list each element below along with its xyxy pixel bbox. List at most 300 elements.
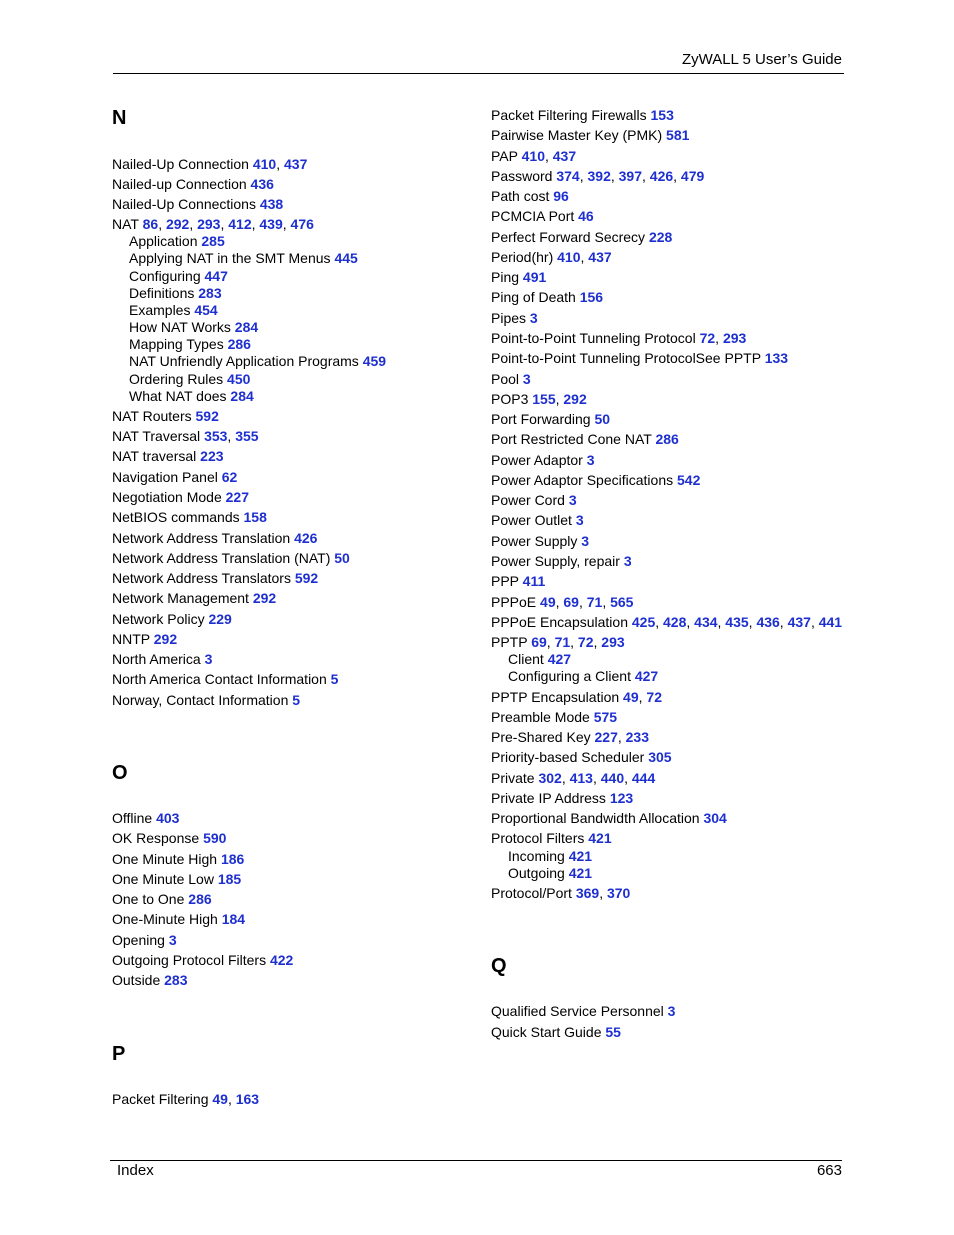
page-separator: , (686, 614, 695, 630)
page-link[interactable]: 227 (225, 489, 249, 505)
page-link[interactable]: 62 (221, 469, 238, 485)
index-subentry (129, 268, 228, 285)
page-link[interactable]: 565 (610, 594, 634, 610)
index-term: Port Forwarding (491, 411, 591, 427)
page-separator: , (579, 168, 588, 184)
page-separator: , (779, 614, 788, 630)
index-term: Mapping Types (129, 336, 224, 352)
page-link[interactable]: 305 (648, 749, 672, 765)
page-link[interactable]: 163 (235, 1091, 260, 1107)
footer-page-number: 663 (816, 1162, 842, 1179)
index-term: Incoming (508, 848, 565, 864)
page-link[interactable]: 292 (252, 590, 277, 606)
page-link[interactable]: 353 (204, 428, 228, 444)
index-entry (112, 851, 244, 868)
index-entry (112, 692, 300, 709)
page-link[interactable]: 441 (818, 614, 843, 630)
index-entry (491, 350, 788, 367)
page-link[interactable]: 5 (292, 692, 301, 708)
index-term: Power Adaptor (491, 452, 583, 468)
page-link[interactable]: 133 (764, 350, 789, 366)
index-term: Nailed-up Connection (112, 176, 247, 192)
page-link[interactable]: 186 (220, 851, 245, 867)
page-link[interactable]: 410 (521, 148, 545, 164)
index-entry (112, 428, 259, 445)
page-link[interactable]: 421 (568, 848, 593, 864)
index-term: NAT (112, 216, 139, 232)
index-term: Opening (112, 932, 165, 948)
index-entry (491, 492, 577, 509)
page-link[interactable]: 223 (200, 448, 224, 464)
page-separator: , (546, 634, 555, 650)
page-separator: , (578, 594, 587, 610)
page-link[interactable]: 425 (631, 614, 656, 630)
index-entry (491, 810, 727, 827)
index-subentry (508, 668, 658, 685)
page-separator: , (227, 428, 236, 444)
index-term: PPP (491, 573, 519, 589)
index-subentry (129, 319, 258, 336)
index-term: PPTP (491, 634, 528, 650)
page-separator: , (592, 770, 601, 786)
page-link[interactable]: 71 (586, 594, 603, 610)
index-entry (491, 689, 662, 706)
page-link[interactable]: 5 (330, 671, 339, 687)
index-entry (112, 530, 317, 547)
index-term: Pipes (491, 310, 527, 326)
index-term: Protocol Filters (491, 830, 585, 846)
page-link[interactable]: 72 (577, 634, 594, 650)
index-term: Perfect Forward Secrecy (491, 229, 646, 245)
page-separator: , (610, 168, 619, 184)
index-entry (491, 188, 569, 205)
page-link[interactable]: 293 (601, 634, 625, 650)
index-term: Packet Filtering (112, 1091, 209, 1107)
page-link[interactable]: 72 (699, 330, 716, 346)
page-link[interactable]: 302 (538, 770, 562, 786)
page-link[interactable]: 50 (334, 550, 350, 566)
page-link[interactable]: 69 (563, 594, 579, 610)
index-term: Period(hr) (491, 249, 554, 265)
index-subentry (508, 865, 592, 882)
page-link[interactable]: 435 (725, 614, 749, 630)
index-term: Ordering Rules (129, 371, 224, 387)
index-subentry (129, 371, 250, 388)
page-link[interactable]: 581 (666, 127, 690, 143)
page-separator: , (655, 614, 664, 630)
page-link[interactable]: 392 (587, 168, 611, 184)
index-entry (112, 570, 318, 587)
index-term: PPPoE Encapsulation (491, 614, 628, 630)
index-term: Outgoing Protocol Filters (112, 952, 267, 968)
page-link[interactable]: 283 (164, 972, 188, 988)
page-link[interactable]: 158 (243, 509, 267, 525)
index-term: Application (129, 233, 198, 249)
index-entry (491, 107, 674, 124)
index-entry (112, 176, 274, 193)
index-subentry (129, 233, 225, 250)
index-entry (491, 830, 612, 847)
page-separator: , (624, 770, 632, 786)
page-link[interactable]: 436 (250, 176, 274, 192)
index-subentry (508, 848, 592, 865)
page-link[interactable]: 590 (203, 830, 227, 846)
page-separator: , (251, 216, 260, 232)
page-link[interactable]: 434 (694, 614, 718, 630)
index-term: Network Address Translators (112, 570, 291, 586)
index-term: Point-to-Point Tunneling Protocol (491, 330, 696, 346)
page-link[interactable]: 426 (294, 530, 318, 546)
page-link[interactable]: 72 (646, 689, 662, 705)
page-link[interactable]: 3 (575, 512, 584, 528)
page-link[interactable]: 86 (142, 216, 159, 232)
page-link[interactable]: 421 (588, 830, 612, 846)
index-entry (112, 932, 177, 949)
page-link[interactable]: 3 (581, 533, 590, 549)
index-subentry (129, 285, 222, 302)
page-separator: , (189, 216, 198, 232)
index-term: OK Response (112, 830, 200, 846)
page-link[interactable]: 228 (648, 229, 673, 245)
index-entry (491, 729, 649, 746)
index-term: Pairwise Master Key (PMK) (491, 127, 663, 143)
index-entry (491, 594, 633, 611)
index-term: NAT Unfriendly Application Programs (129, 353, 359, 369)
index-subentry (129, 250, 358, 267)
page-separator: , (593, 634, 602, 650)
index-term: Ping of Death (491, 289, 576, 305)
page-link[interactable]: 421 (568, 865, 593, 881)
index-entry (491, 411, 610, 428)
index-entry (112, 871, 241, 888)
index-term: Negotiation Mode (112, 489, 222, 505)
index-term: Configuring a Client (508, 668, 631, 684)
page-link[interactable]: 3 (168, 932, 177, 948)
page-link[interactable]: 286 (227, 336, 251, 352)
index-entry (112, 489, 249, 506)
index-entry (112, 972, 188, 989)
index-term: Nailed-Up Connections (112, 196, 256, 212)
index-entry (491, 371, 531, 388)
index-entry (491, 709, 617, 726)
page-separator: , (810, 614, 819, 630)
page-link[interactable]: 3 (522, 371, 531, 387)
index-term: Outgoing (508, 865, 565, 881)
page-link[interactable]: 285 (201, 233, 225, 249)
page-link[interactable]: 293 (722, 330, 747, 346)
page-link[interactable]: 292 (153, 631, 178, 647)
index-entry (112, 469, 237, 486)
page-link[interactable]: 491 (522, 269, 547, 285)
index-term: One-Minute High (112, 911, 218, 927)
index-term: Network Management (112, 590, 249, 606)
index-entry (112, 509, 267, 526)
page-separator: , (555, 391, 564, 407)
index-term: Definitions (129, 285, 195, 301)
page-link[interactable]: 436 (756, 614, 780, 630)
index-term: Ping (491, 269, 520, 285)
page-separator: , (282, 216, 291, 232)
index-term: Power Adaptor Specifications (491, 472, 674, 488)
page-link[interactable]: 3 (667, 1003, 676, 1019)
page-link[interactable]: 427 (547, 651, 572, 667)
page-separator: , (638, 689, 647, 705)
index-term: How NAT Works (129, 319, 231, 335)
page-separator: , (276, 156, 284, 172)
index-entry (112, 671, 338, 688)
page-link[interactable]: 437 (787, 614, 811, 630)
page-link[interactable]: 3 (204, 651, 213, 667)
index-letter-heading: P (112, 1043, 126, 1065)
index-term: Private (491, 770, 535, 786)
page-link[interactable]: 410 (252, 156, 277, 172)
index-entry (491, 310, 538, 327)
page-link[interactable]: 233 (625, 729, 649, 745)
index-entry (491, 614, 842, 631)
index-term: One Minute Low (112, 871, 214, 887)
page-link[interactable]: 355 (235, 428, 259, 444)
page-separator: , (561, 770, 570, 786)
index-term: Client (508, 651, 544, 667)
index-entry (112, 611, 232, 628)
index-term: Path cost (491, 188, 550, 204)
page-separator: , (220, 216, 229, 232)
page-link[interactable]: 450 (227, 371, 251, 387)
index-term: Preamble Mode (491, 709, 590, 725)
page-separator: , (715, 330, 723, 346)
page-link[interactable]: 3 (568, 492, 577, 508)
index-entry (112, 590, 276, 607)
index-term: One Minute High (112, 851, 218, 867)
index-term: Nailed-Up Connection (112, 156, 249, 172)
index-term: Private IP Address (491, 790, 606, 806)
page-link[interactable]: 410 (557, 249, 581, 265)
index-entry (491, 790, 633, 807)
footer-rule (110, 1160, 842, 1161)
index-term: PAP (491, 148, 518, 164)
index-term: Network Policy (112, 611, 205, 627)
page-link[interactable]: 444 (631, 770, 656, 786)
index-term: Power Outlet (491, 512, 572, 528)
index-entry (491, 512, 584, 529)
page-link[interactable]: 55 (605, 1024, 621, 1040)
page-link[interactable]: 286 (188, 891, 212, 907)
index-term: PPTP Encapsulation (491, 689, 620, 705)
index-term: NAT Routers (112, 408, 192, 424)
index-term: Point-to-Point Tunneling ProtocolSee PPTP (491, 350, 761, 366)
page-link[interactable]: 49 (623, 689, 639, 705)
page-link[interactable]: 286 (655, 431, 679, 447)
index-term: Configuring (129, 268, 201, 284)
index-subentry (508, 651, 571, 668)
page-link[interactable]: 153 (650, 107, 674, 123)
page-link[interactable]: 459 (362, 353, 387, 369)
page-link[interactable]: 412 (228, 216, 252, 232)
page-link[interactable]: 284 (234, 319, 259, 335)
page-link[interactable]: 479 (680, 168, 705, 184)
page-separator: , (570, 634, 578, 650)
page-link[interactable]: 438 (259, 196, 284, 212)
index-entry (491, 749, 672, 766)
index-letter-heading: N (112, 107, 127, 129)
page-link[interactable]: 50 (594, 411, 611, 427)
page-link[interactable]: 447 (204, 268, 228, 284)
page-link[interactable]: 369 (575, 885, 600, 901)
page-separator: , (580, 249, 589, 265)
page-separator: , (158, 216, 166, 232)
index-entry (491, 770, 655, 787)
index-entry (491, 229, 672, 246)
page-link[interactable]: 428 (663, 614, 687, 630)
index-term: PPPoE (491, 594, 537, 610)
index-entry (491, 208, 594, 225)
page-link[interactable]: 592 (294, 570, 319, 586)
index-entry (112, 550, 350, 567)
page-separator: , (227, 1091, 236, 1107)
index-term: Protocol/Port (491, 885, 572, 901)
index-entry (112, 911, 245, 928)
page-link[interactable]: 227 (594, 729, 618, 745)
index-entry (112, 448, 224, 465)
page-link[interactable]: 293 (197, 216, 221, 232)
index-term: Qualified Service Personnel (491, 1003, 664, 1019)
index-term: Outside (112, 972, 161, 988)
index-term: Priority-based Scheduler (491, 749, 645, 765)
index-term: NNTP (112, 631, 150, 647)
index-entry (491, 148, 576, 165)
page-link[interactable]: 374 (556, 168, 580, 184)
page-link[interactable]: 292 (165, 216, 190, 232)
index-entry (491, 1024, 621, 1041)
page-link[interactable]: 411 (522, 573, 546, 589)
index-entry (491, 249, 612, 266)
page-link[interactable]: 49 (212, 1091, 228, 1107)
page-link[interactable]: 292 (563, 391, 587, 407)
page-separator: , (717, 614, 726, 630)
index-entry (112, 216, 314, 233)
index-entry (491, 1003, 675, 1020)
index-term: North America (112, 651, 201, 667)
page-link[interactable]: 542 (677, 472, 701, 488)
index-term: Pool (491, 371, 520, 387)
page-link[interactable]: 397 (618, 168, 642, 184)
index-entry (491, 885, 630, 902)
index-entry (491, 391, 587, 408)
page-link[interactable]: 304 (703, 810, 727, 826)
page-link[interactable]: 46 (578, 208, 594, 224)
index-term: NetBIOS commands (112, 509, 240, 525)
page-link[interactable]: 439 (259, 216, 283, 232)
page-separator: , (599, 885, 607, 901)
page-separator: , (602, 594, 611, 610)
index-entry (112, 631, 177, 648)
page-link[interactable]: 403 (156, 810, 180, 826)
page-link[interactable]: 440 (600, 770, 625, 786)
index-letter-heading: O (112, 762, 128, 784)
page-link[interactable]: 155 (532, 391, 556, 407)
index-term: Packet Filtering Firewalls (491, 107, 647, 123)
index-entry (112, 830, 226, 847)
page-link[interactable]: 71 (554, 634, 571, 650)
index-term: Pre-Shared Key (491, 729, 591, 745)
index-subentry (129, 388, 254, 405)
index-entry (491, 269, 546, 286)
index-term: Power Supply (491, 533, 578, 549)
page-link[interactable]: 445 (334, 250, 358, 266)
page-link[interactable]: 413 (569, 770, 593, 786)
index-term: Examples (129, 302, 191, 318)
page-link[interactable]: 437 (284, 156, 308, 172)
index-term: What NAT does (129, 388, 227, 404)
page-separator: , (673, 168, 681, 184)
page-link[interactable]: 437 (588, 249, 612, 265)
index-entry (491, 168, 704, 185)
index-letter-heading: Q (491, 955, 507, 977)
index-term: Network Address Translation (112, 530, 291, 546)
index-term: Proportional Bandwidth Allocation (491, 810, 700, 826)
index-term: NAT Traversal (112, 428, 201, 444)
index-term: Norway, Contact Information (112, 692, 289, 708)
page-link[interactable]: 3 (586, 452, 595, 468)
index-term: NAT traversal (112, 448, 197, 464)
index-entry (112, 1091, 259, 1108)
page-link[interactable]: 283 (198, 285, 222, 301)
page-link[interactable]: 49 (540, 594, 556, 610)
index-term: Power Cord (491, 492, 565, 508)
page-link[interactable]: 229 (208, 611, 232, 627)
page-separator: , (617, 729, 626, 745)
index-term: North America Contact Information (112, 671, 327, 687)
index-entry (491, 533, 589, 550)
index-term: One to One (112, 891, 185, 907)
page-link[interactable]: 184 (221, 911, 246, 927)
page-link[interactable]: 437 (552, 148, 577, 164)
page-link[interactable]: 69 (531, 634, 547, 650)
page-link[interactable]: 575 (593, 709, 618, 725)
index-entry (112, 891, 212, 908)
index-term: POP3 (491, 391, 529, 407)
page-separator: , (642, 168, 650, 184)
index-term: Quick Start Guide (491, 1024, 602, 1040)
page-link[interactable]: 3 (529, 310, 538, 326)
index-entry (491, 472, 700, 489)
index-subentry (129, 302, 218, 319)
index-subentry (129, 353, 386, 370)
page-link[interactable]: 592 (195, 408, 219, 424)
header-rule (113, 73, 844, 74)
page-separator: , (555, 594, 564, 610)
page-link[interactable]: 284 (230, 388, 254, 404)
page-link[interactable]: 96 (553, 188, 569, 204)
index-term: Applying NAT in the SMT Menus (129, 250, 331, 266)
index-term: Port Restricted Cone NAT (491, 431, 652, 447)
page-link[interactable]: 123 (609, 790, 634, 806)
index-entry (491, 452, 595, 469)
page-link[interactable]: 476 (290, 216, 314, 232)
page-link[interactable]: 454 (194, 302, 218, 318)
index-entry (112, 196, 283, 213)
page-link[interactable]: 156 (579, 289, 604, 305)
index-entry (112, 810, 179, 827)
index-entry (491, 289, 603, 306)
page-link[interactable]: 422 (269, 952, 294, 968)
page-link[interactable]: 426 (649, 168, 674, 184)
page-link[interactable]: 427 (634, 668, 659, 684)
page-link[interactable]: 3 (623, 553, 632, 569)
page-separator: , (544, 148, 553, 164)
page-link[interactable]: 370 (606, 885, 631, 901)
page-link[interactable]: 185 (217, 871, 242, 887)
